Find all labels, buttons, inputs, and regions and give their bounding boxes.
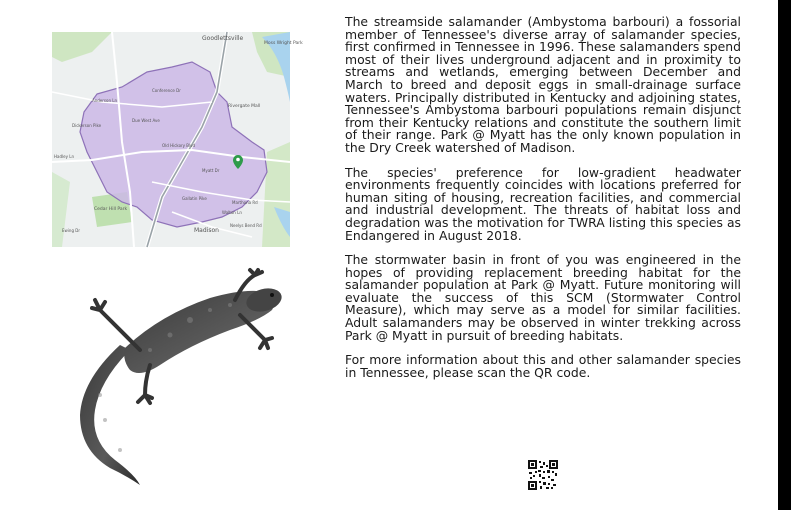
paragraph-stormwater: The stormwater basin in front of you was engineered in the hopes of providing replacement breeding habitat for the salamander population at Park @ Myatt. Future monitoring will evaluate the success of this SCM (Stormwater Control Measure), which may serve as a model for similar facilities. Adult salamanders may be observed in winter trekking across Park @ Myatt in pursuit of breeding habitats. [345, 252, 741, 343]
qr-code-icon[interactable] [528, 460, 558, 490]
map-label-marthona: Marthona Rd [232, 200, 258, 205]
map-label-moss-wright: Moss Wright Park [264, 41, 303, 46]
map-label-conference: Conference Dr [152, 88, 181, 93]
map-label-madison: Madison [194, 227, 219, 234]
map-label-walton: Walton Ln [222, 210, 242, 215]
map-label-anderson: Anderson Ln [92, 98, 118, 103]
map-label-old-hickory: Old Hickory Blvd [162, 143, 196, 148]
map-label-myatt: Myatt Dr [202, 168, 220, 173]
map-graphic [52, 32, 303, 247]
paragraph-threats: The species' preference for low-gradient headwater environments frequently coincides with locations preferred for human siting of housing, recreation facilities, and commercial and industrial development. The threats of habitat loss and degradation was the motivation for TWRA listing this species as Endangered in August 2018. [345, 164, 741, 243]
page-edge-bar [778, 0, 791, 510]
map-label-cedar-hill: Cedar Hill Park [94, 207, 128, 212]
map-label-ewing: Ewing Dr [62, 228, 80, 233]
map-label-gallatin: Gallatin Pike [182, 196, 207, 201]
map-label-dickerson: Dickerson Pike [72, 123, 102, 128]
map-label-neely: Neelys Bend Rd [230, 223, 262, 228]
map-label-rivergate: Rivergate Mall [228, 104, 261, 109]
paragraph-intro: The streamside salamander (Ambystoma barbouri) a fossorial member of Tennessee's diverse array of salamander species, first confirmed in Tennessee in 1996. These salamanders spend most of their lives underground adjacent and in proximity to streams and wetlands, emerging between December and March to breed and deposit eggs in small-drainage surface waters. Principally distributed in Kentucky and adjoining states, Tennessee's Ambystoma barbouri populations remain disjunct from their Kentucky relations and constitute the southern limit of their range. Park @ Myatt has the only known population in the Dry Creek watershed of Madison. [345, 14, 741, 155]
info-text-column [345, 16, 741, 391]
map-label-goodlettsville: Goodlettsville [202, 35, 244, 42]
map-label-due-west: Due West Ave [132, 118, 160, 123]
paragraph-more-info: For more information about this and other salamander species in Tennessee, please scan the QR code. [345, 352, 741, 380]
map-label-hadley: Hadley Ln [54, 154, 74, 159]
salamander-illustration [40, 270, 310, 490]
watershed-map [52, 32, 303, 247]
